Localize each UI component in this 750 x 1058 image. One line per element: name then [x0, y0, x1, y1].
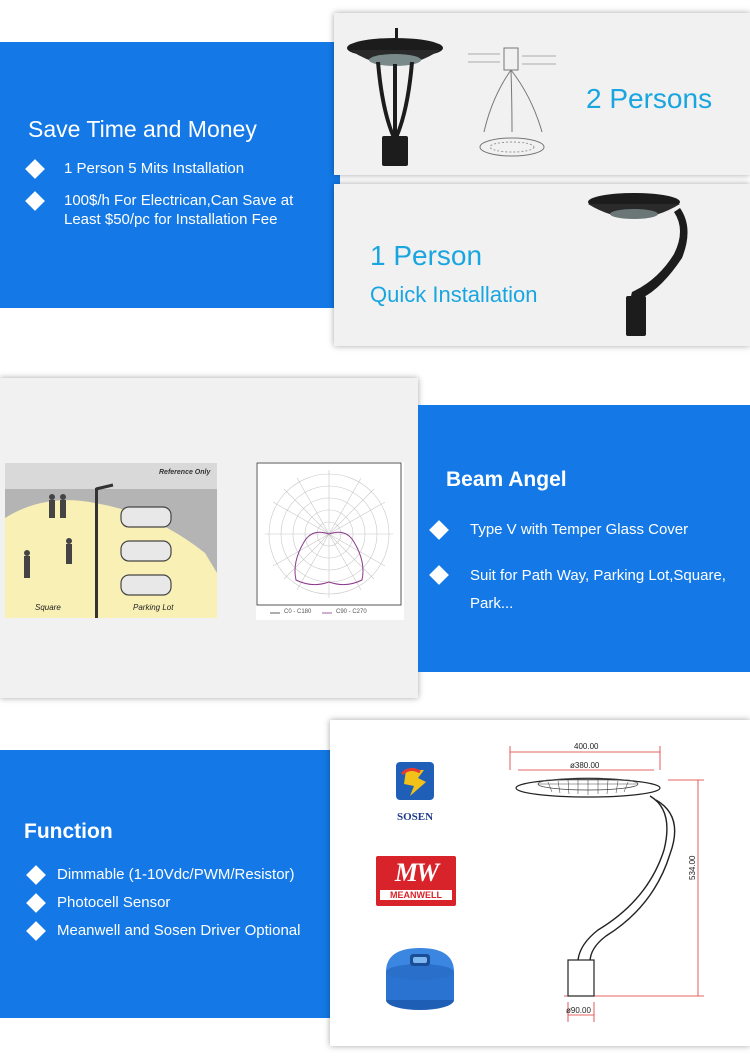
polar-legend-c90: C90 - C270	[336, 609, 367, 615]
diamond-bullet-icon	[25, 191, 45, 211]
bullet-text: Dimmable (1-10Vdc/PWM/Resistor)	[57, 866, 295, 883]
bullet-text: 100$/h For Electrican,Can Save at Least $50/pc for Installation Fee	[64, 192, 294, 228]
photocell-sensor-icon	[380, 944, 460, 1014]
installation-sketch-icon	[462, 42, 562, 162]
parking-lot-illustration	[5, 463, 217, 618]
label-one-person: 1 Person	[370, 240, 483, 271]
label-square: Square	[35, 603, 61, 612]
diamond-bullet-icon	[26, 921, 46, 941]
curved-post-light-icon	[582, 188, 702, 344]
dim-width-outer: 400.00	[574, 742, 599, 751]
label-two-persons: 2 Persons	[586, 83, 713, 114]
bullet-item	[29, 893, 329, 912]
bullet-text: Photocell Sensor	[57, 894, 171, 911]
diamond-bullet-icon	[26, 865, 46, 885]
bullet-text: 1 Person 5 Mits Installation	[64, 160, 245, 177]
dimension-drawing	[498, 740, 718, 1024]
bullet-item	[432, 562, 744, 618]
label-parking-lot: Parking Lot	[133, 603, 174, 612]
bullet-text: Meanwell and Sosen Driver Optional	[57, 922, 301, 939]
section-title-function: Function	[24, 820, 113, 843]
diamond-bullet-icon	[429, 520, 449, 540]
bullet-item	[28, 191, 328, 229]
bullet-item	[29, 921, 329, 940]
polar-legend-c0: C0 - C180	[284, 609, 312, 615]
post-top-light-icon	[340, 20, 450, 170]
section-title-beam-angel: Beam Angel	[446, 468, 567, 491]
panel-function	[0, 750, 334, 1018]
bullet-text: Type V with Temper Glass Cover	[470, 521, 689, 538]
diamond-bullet-icon	[25, 159, 45, 179]
bullet-item	[28, 159, 328, 178]
diamond-bullet-icon	[26, 893, 46, 913]
reference-note: Reference Only	[159, 469, 211, 476]
meanwell-logo	[376, 856, 456, 906]
sosen-logo-icon	[390, 760, 440, 806]
polar-light-distribution	[256, 462, 404, 620]
dim-width-inner: ø380.00	[570, 761, 600, 770]
diamond-bullet-icon	[429, 565, 449, 585]
label-quick-installation: Quick Installation	[370, 282, 538, 307]
sosen-brand-text: SOSEN	[396, 811, 434, 823]
section-title-save-time: Save Time and Money	[28, 116, 257, 142]
dim-height: 534.00	[688, 855, 697, 880]
meanwell-mark: MW	[394, 858, 438, 887]
bullet-text: Suit for Path Way, Parking Lot,Square, Park...	[470, 567, 726, 612]
bullet-item	[432, 520, 744, 539]
bullet-item	[29, 865, 329, 884]
dim-base: ø90.00	[566, 1006, 591, 1015]
sosen-logo	[390, 760, 440, 824]
meanwell-brand-text: MEANWELL	[380, 890, 452, 900]
